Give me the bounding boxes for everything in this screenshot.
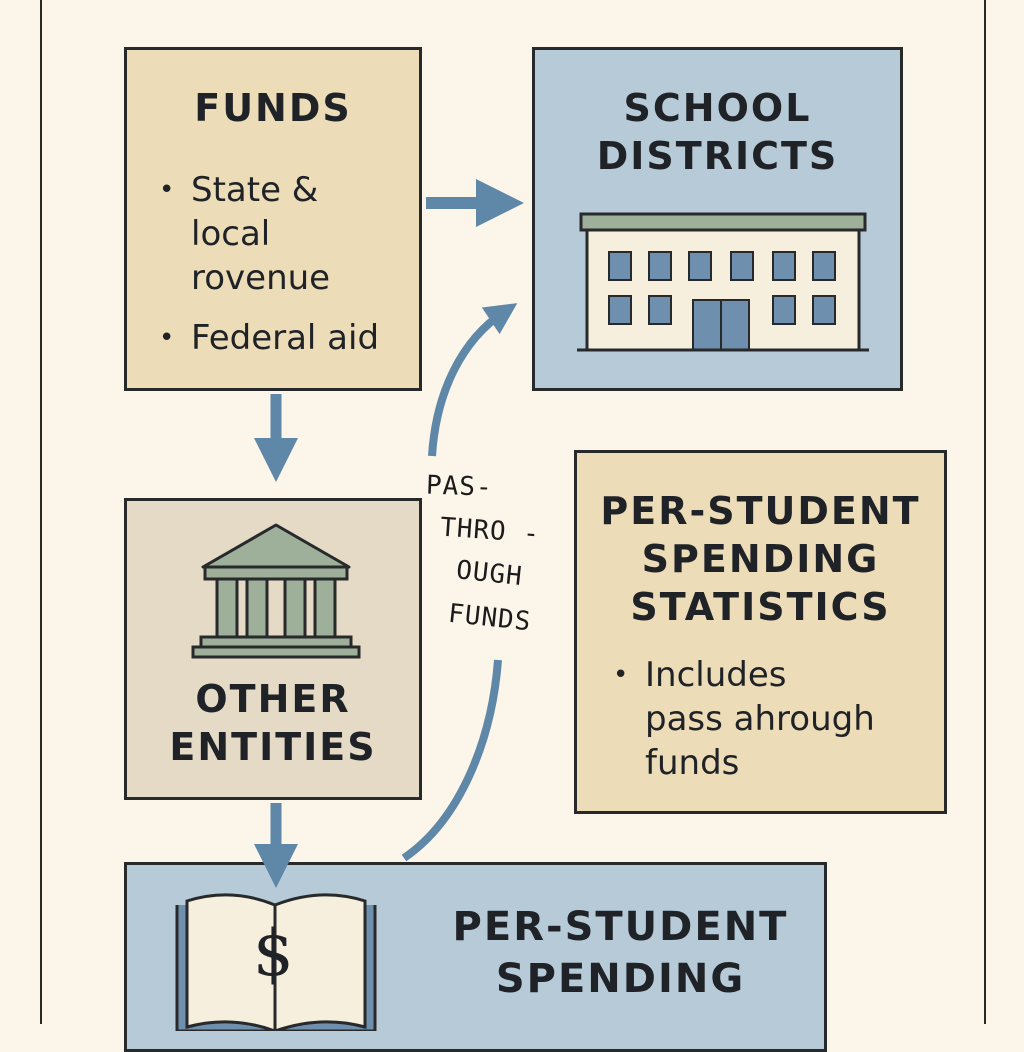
funds-bullet-federal: • Federal aid [157,316,419,360]
school-districts-title: SCHOOL DISTRICTS [596,86,839,178]
per-student-spending-title: PER-STUDENT SPENDING [452,904,789,1002]
statistics-bullet-includes: • Includes pass ahrough funds [611,653,941,785]
other-entities-title: OTHER ENTITIES [169,677,377,769]
pass-through-line-4: FUNDS [446,598,533,638]
per-student-statistics-title: PER-STUDENT SPENDING STATISTICS [600,489,921,629]
pass-through-line-1: PAS- [425,470,494,503]
funds-bullet-state-local: • State & local rovenue [157,168,419,300]
arrow-pass-through-upper [432,312,504,456]
dollar-sign: $ [253,917,294,991]
arrow-pass-through-lower [404,660,498,858]
pass-through-line-2: THRO - [439,512,541,550]
pass-through-line-3: OUGH [454,555,525,593]
funds-title: FUNDS [194,86,352,130]
